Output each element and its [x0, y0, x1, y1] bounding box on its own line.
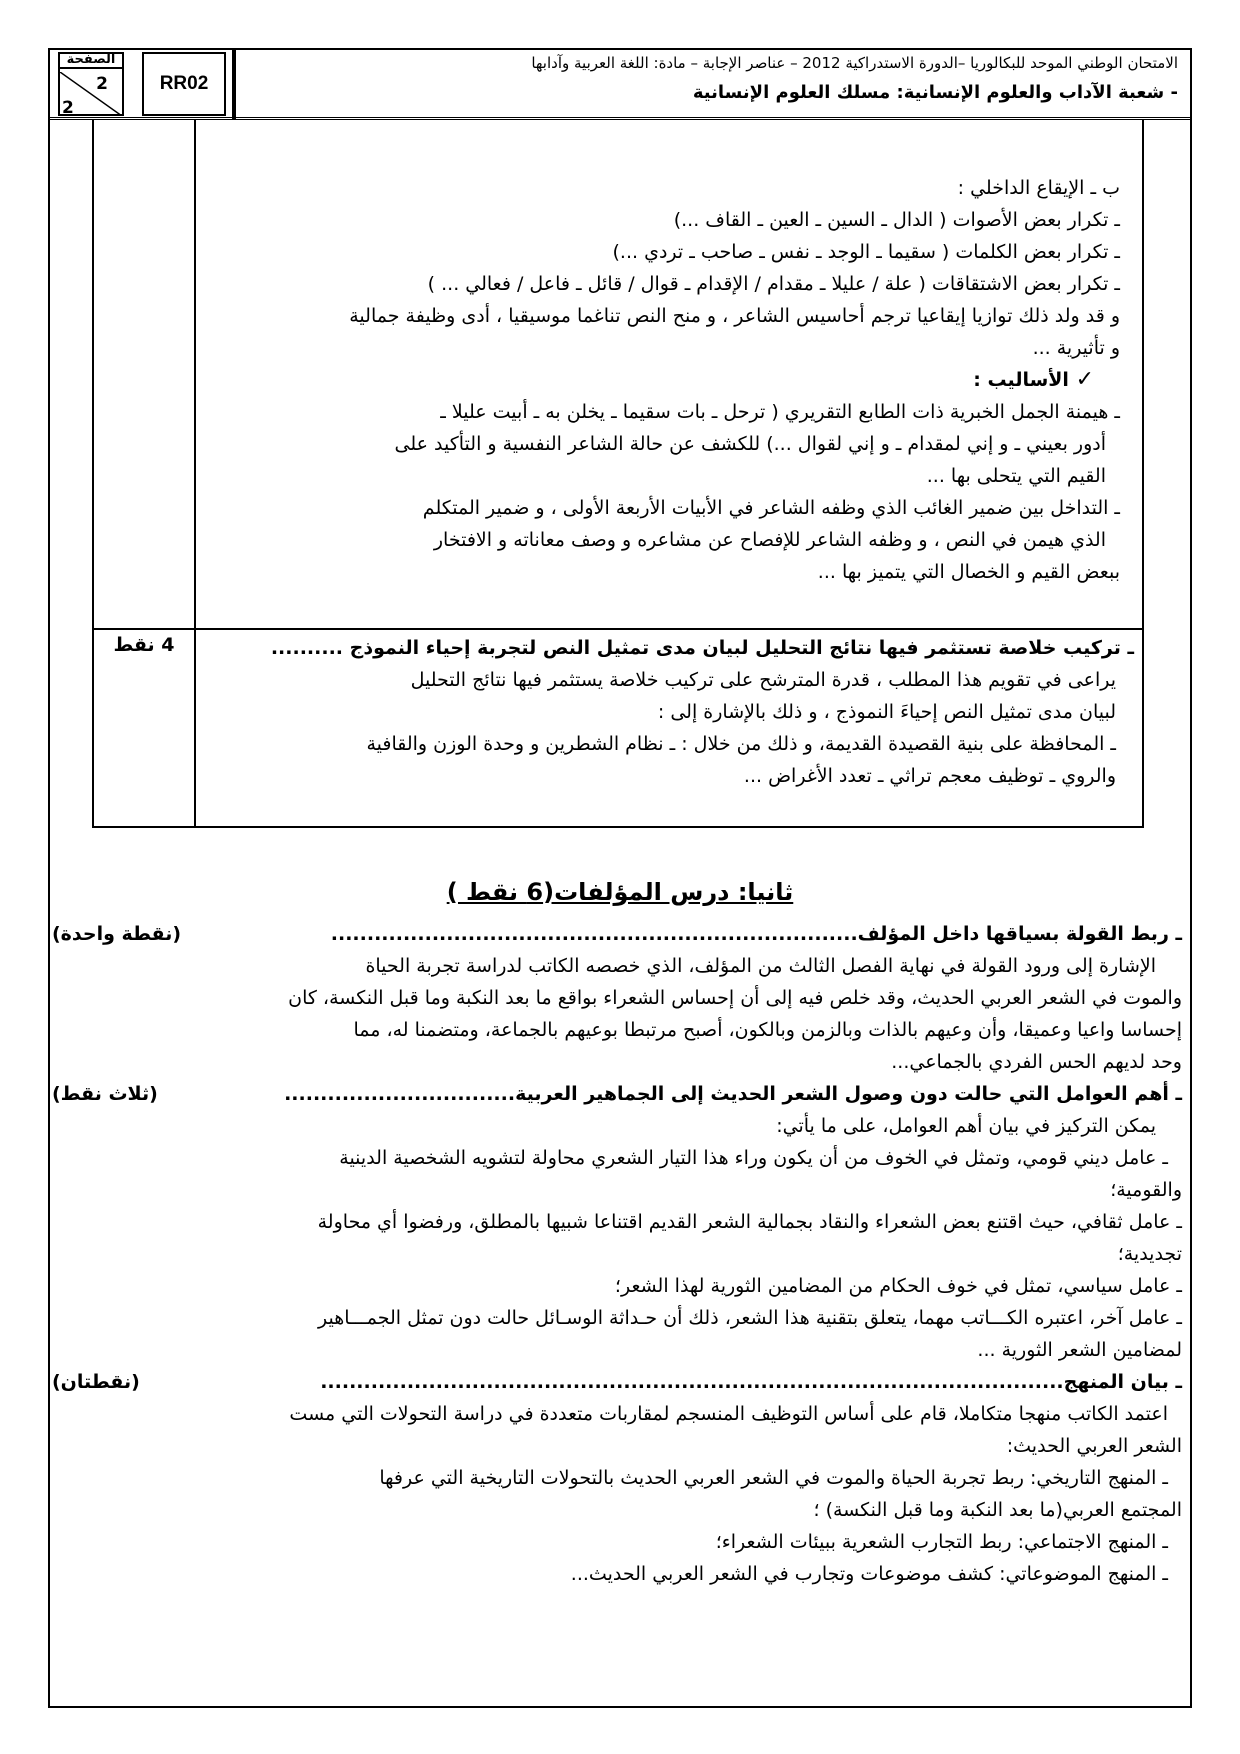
q3-title: ـ بيان المنهج....................................................................................................... [320, 1371, 1182, 1393]
header-exam-title: الامتحان الوطني الموحد للبكالوريا –الدورة الاستدراكية 2012 – عناصر الإجابة – مادة: اللغة العربية وآدابها [531, 54, 1178, 72]
styles-line: أدور بعيني ـ و إني لمقدام ـ و إني لقوال ...) للكشف عن حالة الشاعر النفسية و التأكيد على [394, 433, 1106, 455]
section2-body [52, 918, 1182, 1590]
q2-title: ـ أهم العوامل التي حالت دون وصول الشعر الحديث إلى الجماهير العربية................................ [284, 1083, 1182, 1105]
rhythm-line: ـ تكرار بعض الاشتقاقات ( علة / عليلا ـ مقدام / الإقدام ـ قوال / قائل ـ فاعل / فعالي ... ) [427, 273, 1120, 295]
q1-line: وحد لديهم الحس الفردي بالجماعي... [891, 1051, 1182, 1073]
q1-heading [52, 918, 1182, 950]
rhythm-line: و قد ولد ذلك توازيا إيقاعيا ترجم أحاسيس الشاعر ، و منح النص تناغما موسيقيا ، أدى وظيفة جمالية [349, 305, 1120, 327]
styles-heading [200, 364, 1120, 396]
exam-header [48, 48, 1192, 120]
q2-line: ـ عامل سياسي، تمثل في خوف الحكام من المضامين الثورية لهذا الشعر؛ [614, 1275, 1182, 1297]
header-branch-title: - شعبة الآداب والعلوم الإنسانية: مسلك العلوم الإنسانية [692, 82, 1178, 103]
answers-table [92, 120, 1144, 828]
q2-line: لمضامين الشعر الثورية ... [977, 1339, 1182, 1361]
q3-line: ـ المنهج الاجتماعي: ربط التجارب الشعرية ببيئات الشعراء؛ [715, 1531, 1168, 1553]
synthesis-line: ـ المحافظة على بنية القصيدة القديمة، و ذلك من خلال : ـ نظام الشطرين و وحدة الوزن والقافية [366, 733, 1116, 755]
q2-line: يمكن التركيز في بيان أهم العوامل، على ما يأتي: [776, 1115, 1156, 1137]
q2-points: (ثلاث نقط) [52, 1083, 158, 1105]
synthesis-line: لبيان مدى تمثيل النص إحياءَ النموذج ، و ذلك بالإشارة إلى : [657, 701, 1116, 723]
styles-title: الأساليب : [973, 369, 1069, 391]
q3-line: ـ المنهج الموضوعاتي: كشف موضوعات وتجارب في الشعر العربي الحديث... [570, 1563, 1168, 1585]
q2-line: ـ عامل ديني قومي، وتمثل في الخوف من أن يكون وراء هذا التيار الشعري محاولة لتشويه الشخصية الدينية [339, 1147, 1168, 1169]
q3-heading [52, 1366, 1182, 1398]
rhythm-line: ـ تكرار بعض الأصوات ( الدال ـ السين ـ العين ـ القاف ...) [673, 209, 1120, 231]
q2-line: والقومية؛ [1110, 1179, 1182, 1201]
synthesis-block [198, 632, 1134, 792]
q2-line: تجديدية؛ [1117, 1243, 1182, 1265]
q1-title: ـ ربط القولة بسياقها داخل المؤلف......................................................................... [330, 923, 1182, 945]
styles-line: القيم التي يتحلى بها ... [926, 465, 1106, 487]
q2-line: ـ عامل آخر، اعتبره الكـــاتب مهما، يتعلق بتقنية هذا الشعر، ذلك أن حـداثة الوسـائل حالت دون تمثل الجمـــاهير [318, 1307, 1182, 1329]
q1-line: والموت في الشعر العربي الحديث، وقد خلص فيه إلى أن إحساس الشعراء بواقع ما بعد النكبة وما قبل النكسة، كان [288, 987, 1182, 1009]
section2-title: ثانيا: درس المؤلفات(6 نقط ) [446, 878, 794, 906]
header-separator [232, 48, 236, 120]
q3-line: المجتمع العربي(ما بعد النكبة وما قبل النكسة) ؛ [813, 1499, 1182, 1521]
table-column-divider [194, 120, 196, 826]
styles-line: ببعض القيم و الخصال التي يتميز بها ... [817, 561, 1120, 583]
styles-line: الذي هيمن في النص ، و وظفه الشاعر للإفصاح عن مشاعره و وصف معاناته و الافتخار [433, 529, 1106, 551]
synthesis-line: يراعى في تقويم هذا المطلب ، قدرة المترشح على تركيب خلاصة يستثمر فيها نتائج التحليل [410, 669, 1116, 691]
q3-line: ـ المنهج التاريخي: ربط تجربة الحياة والموت في الشعر العربي الحديث بالتحولات التاريخية التي عرفها [379, 1467, 1168, 1489]
styles-line: ـ التداخل بين ضمير الغائب الذي وظفه الشاعر في الأبيات الأربعة الأولى ، و ضمير المتكلم [422, 497, 1120, 519]
rhythm-line: ـ تكرار بعض الكلمات ( سقيما ـ الوجد ـ نفس ـ صاحب ـ تردي ...) [612, 241, 1120, 263]
exam-code: RR02 [142, 52, 226, 116]
page-number: 2 [96, 74, 108, 94]
q3-line: اعتمد الكاتب منهجا متكاملا، قام على أساس التوظيف المنسجم لمقاربات متعددة في دراسة التحولات التي مست [289, 1403, 1168, 1425]
page-total: 2 [62, 98, 74, 118]
synthesis-title: ـ تركيب خلاصة تستثمر فيها نتائج التحليل لبيان مدى تمثيل النص لتجربة إحياء النموذج .......... [270, 637, 1134, 659]
q2-heading [52, 1078, 1182, 1110]
q3-line: الشعر العربي الحديث: [1006, 1435, 1182, 1457]
styles-line: ـ هيمنة الجمل الخبرية ذات الطابع التقريري ( ترحل ـ بات سقيما ـ يخلن به ـ أبيت عليلا ـ [440, 401, 1120, 423]
rhythm-block [200, 172, 1120, 588]
page-number-box [58, 52, 124, 116]
rhythm-line: و تأثيرية ... [1032, 337, 1120, 359]
page-label: الصفحة [60, 52, 122, 69]
synthesis-line: والروي ـ توظيف معجم تراثي ـ تعدد الأغراض ... [743, 765, 1116, 787]
table-row-divider [94, 628, 1142, 630]
q2-line: ـ عامل ثقافي، حيث اقتنع بعض الشعراء والنقاد بجمالية الشعر القديم اقتناعا شبيها بالمطلق، ورفضوا أي محاولة [317, 1211, 1182, 1233]
rhythm-line: ب ـ الإيقاع الداخلي : [957, 177, 1120, 199]
q3-points: (نقطتان) [52, 1371, 140, 1393]
checkmark-icon: ✓ [1075, 367, 1094, 392]
q1-points: (نقطة واحدة) [52, 923, 182, 945]
q1-line: الإشارة إلى ورود القولة في نهاية الفصل الثالث من المؤلف، الذي خصصه الكاتب لدراسة تجربة الحياة [365, 955, 1156, 977]
synthesis-points: 4 نقط [113, 634, 175, 656]
q1-line: إحساسا واعيا وعميقا، وأن وعيهم بالذات وبالزمن وبالكون، أصبح مرتبطا بوعيهم بالجماعة، ومتضمنا له، مما [353, 1019, 1182, 1041]
